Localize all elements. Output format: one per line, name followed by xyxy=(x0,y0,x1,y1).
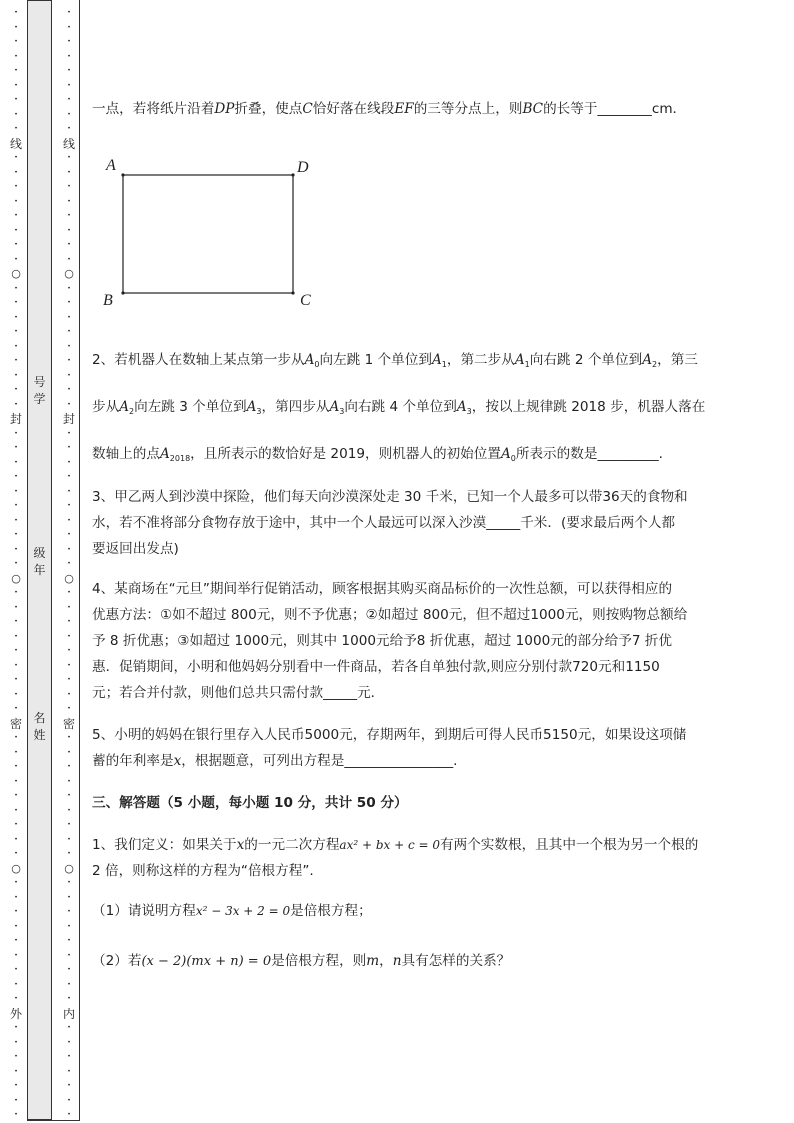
margin-dot: • xyxy=(67,67,71,74)
margin-dot: • xyxy=(67,951,71,959)
margin-dot: • xyxy=(67,400,71,408)
margin-dot: • xyxy=(67,850,71,857)
margin-dot: • xyxy=(67,966,71,973)
margin-dot: • xyxy=(67,821,71,828)
vertex-label-c: C xyxy=(300,292,311,309)
margin-dot: • xyxy=(67,110,71,118)
margin-dot: • xyxy=(14,458,18,466)
margin-dot: • xyxy=(67,995,71,1002)
margin-dot: • xyxy=(14,125,18,132)
margin-dot: • xyxy=(67,690,71,698)
margin-dot: • xyxy=(14,212,18,219)
margin-dot: • xyxy=(14,922,18,930)
margin-dot: • xyxy=(67,52,71,60)
margin-dot: • xyxy=(14,429,18,437)
margin-dot: • xyxy=(14,473,18,480)
margin-dot: • xyxy=(14,38,18,45)
margin-dot: • xyxy=(67,922,71,930)
answer-blank: _________. xyxy=(597,446,663,462)
margin-dot: • xyxy=(67,313,71,321)
margin-dot: • xyxy=(14,110,18,118)
margin-dot: • xyxy=(14,241,18,248)
margin-dot: • xyxy=(14,313,18,321)
question-4: 4、某商场在“元旦”期间举行促销活动，顾客根据其购买商品标价的一次性总额，可以获得相应的 优惠方法：①如不超过 800元，则不予优惠；②如超过 800元，但不超过1000元，则按购物总额给 予 8 折优惠；③如超过 1000元，则其中 1000元给予8 折优惠，超过 1000元的部分给予7 折优 惠．促销期间，小明和他妈妈分别看中一件商品，若各自单独付款,则应分别付款720元和1150 元；若合并付款，则他们总共只需付款_____元． xyxy=(92,581,688,701)
margin-dot: • xyxy=(14,284,18,292)
margin-dot: • xyxy=(67,96,71,103)
margin-dot: • xyxy=(67,154,71,161)
margin-dot: • xyxy=(67,676,71,683)
margin-dot: • xyxy=(14,763,18,770)
margin-dot: • xyxy=(14,386,18,393)
margin-dot: • xyxy=(14,81,18,89)
margin-circle: ○ xyxy=(11,861,21,875)
margin-dot: • xyxy=(14,618,18,625)
margin-dot: • xyxy=(67,531,71,538)
margin-mark: 封 xyxy=(62,412,75,426)
margin-dot: • xyxy=(14,371,18,379)
margin-dot: • xyxy=(14,734,18,741)
margin-mark: 密 xyxy=(9,716,22,731)
margin-dot: • xyxy=(14,908,18,915)
margin-dot: • xyxy=(67,647,71,654)
margin-dot: • xyxy=(67,560,71,567)
margin-dot: • xyxy=(67,241,71,248)
margin-dot: • xyxy=(67,125,71,132)
rectangle-abcd xyxy=(123,175,293,293)
margin-dot: • xyxy=(14,995,18,1002)
margin-mark: 线 xyxy=(62,136,75,151)
margin-dot: • xyxy=(14,342,18,350)
margin-dot: • xyxy=(67,589,71,596)
margin-dot: • xyxy=(67,748,71,756)
field-grade: 级 年 xyxy=(33,546,46,577)
margin-dot: • xyxy=(67,458,71,466)
margin-dot: • xyxy=(67,226,71,234)
margin-dot: • xyxy=(14,951,18,959)
margin-dot: • xyxy=(14,487,18,495)
margin-dot: • xyxy=(67,502,71,509)
margin-dot: • xyxy=(14,1096,18,1104)
margin-mark: 密 xyxy=(62,716,75,731)
field-name: 名 姓 xyxy=(33,711,46,742)
margin-dot: • xyxy=(14,23,18,31)
margin-dot: • xyxy=(67,429,71,437)
margin-dot: • xyxy=(67,9,71,16)
margin-dot: • xyxy=(14,835,18,843)
margin-dot: • xyxy=(67,835,71,843)
margin-dot: • xyxy=(14,690,18,698)
margin-dot: • xyxy=(14,1067,18,1075)
margin-dot: • xyxy=(67,386,71,393)
margin-dot: • xyxy=(14,1024,18,1031)
margin-dot: • xyxy=(14,328,18,335)
margin-dot: • xyxy=(67,38,71,45)
margin-dot: • xyxy=(67,1038,71,1046)
margin-dot: • xyxy=(67,328,71,335)
question-5: 5、小明的妈妈在银行里存入人民币5000元，存期两年，到期后可得人民币5150元，如果设这项储 蓄的年利率是x，根据题意，可列出方程是________________. xyxy=(92,727,687,769)
margin-dot: • xyxy=(67,1082,71,1089)
margin-dot: • xyxy=(67,299,71,306)
margin-mark: 外 xyxy=(9,1006,22,1021)
margin-dot: • xyxy=(67,284,71,292)
margin-dot: • xyxy=(67,357,71,364)
margin-mark: 内 xyxy=(62,1006,75,1021)
margin-dot: • xyxy=(67,792,71,799)
margin-dot: • xyxy=(14,400,18,408)
margin-dot: • xyxy=(67,879,71,886)
margin-dot: • xyxy=(67,1067,71,1075)
margin-dot: • xyxy=(14,9,18,16)
margin-dot: • xyxy=(14,531,18,538)
margin-dot: • xyxy=(67,618,71,625)
margin-dot: • xyxy=(14,52,18,60)
margin-dot: • xyxy=(14,545,18,553)
margin-dot: • xyxy=(67,980,71,988)
margin-dot: • xyxy=(67,255,71,263)
margin-dot: • xyxy=(14,792,18,799)
margin-dot: • xyxy=(14,879,18,886)
inner-rule xyxy=(79,0,80,1120)
margin-circle: ○ xyxy=(11,571,21,585)
problem-1-part-1: （1）请说明方程x² − 3x + 2 = 0是倍根方程； xyxy=(92,903,372,919)
margin-dot: • xyxy=(67,444,71,451)
margin-dot: • xyxy=(14,255,18,263)
margin-dot: • xyxy=(14,502,18,509)
margin-dot: • xyxy=(14,1038,18,1046)
margin-dot: • xyxy=(14,937,18,944)
margin-dot: • xyxy=(67,734,71,741)
margin-dot: • xyxy=(14,516,18,524)
inner-dotted-line xyxy=(62,6,76,1123)
margin-dot: • xyxy=(14,850,18,857)
margin-dot: • xyxy=(67,1024,71,1031)
margin-dot: • xyxy=(14,168,18,176)
margin-dot: • xyxy=(67,705,71,712)
outer-dotted-line xyxy=(9,6,23,1123)
margin-dot: • xyxy=(67,632,71,640)
margin-dot: • xyxy=(14,560,18,567)
margin-dot: • xyxy=(67,1111,71,1118)
margin-dot: • xyxy=(67,893,71,901)
margin-dot: • xyxy=(14,647,18,654)
margin-dot: • xyxy=(14,357,18,364)
question-1-tail: 一点，若将纸片沿着DP折叠，使点C恰好落在线段EF的三等分点上，则BC的长等于________cm． xyxy=(92,101,687,117)
margin-dot: • xyxy=(14,980,18,988)
margin-dot: • xyxy=(14,966,18,973)
margin-dot: • xyxy=(67,212,71,219)
margin-circle: ○ xyxy=(64,267,74,280)
margin-dot: • xyxy=(14,589,18,596)
question-3: 3、甲乙两人到沙漠中探险，他们每天向沙漠深处走 30 千米，已知一个人最多可以带36天的食物和 水，若不准将部分食物存放于途中，其中一个人最远可以深入沙漠_____千米．(要求最后两个人都 要返回出发点) xyxy=(92,489,688,557)
margin-dot: • xyxy=(67,371,71,379)
margin-dot: • xyxy=(67,806,71,814)
margin-dot: • xyxy=(67,545,71,553)
margin-dot: • xyxy=(67,487,71,495)
margin-dot: • xyxy=(67,603,71,611)
margin-dot: • xyxy=(14,67,18,74)
answer-blank: ________ xyxy=(597,101,652,117)
field-student-id: 号 学 xyxy=(33,375,46,406)
section-heading: 三、解答题（5 小题，每小题 10 分，共计 50 分） xyxy=(92,795,408,811)
margin-dot: • xyxy=(67,661,71,669)
margin-dot: • xyxy=(14,197,18,205)
margin-dot: • xyxy=(67,1053,71,1060)
margin-dot: • xyxy=(67,197,71,205)
margin-circle: ○ xyxy=(64,861,74,875)
margin-dot: • xyxy=(67,763,71,770)
margin-dot: • xyxy=(14,632,18,640)
margin-dot: • xyxy=(14,226,18,234)
margin-dot: • xyxy=(67,81,71,89)
margin-dot: • xyxy=(14,603,18,611)
margin-dot: • xyxy=(14,661,18,669)
margin-dot: • xyxy=(14,154,18,161)
margin-dot: • xyxy=(14,299,18,306)
margin-dot: • xyxy=(14,1082,18,1089)
vertex-label-a: A xyxy=(106,157,116,174)
margin-circle: ○ xyxy=(11,267,21,280)
margin-dot: • xyxy=(14,1111,18,1118)
margin-dot: • xyxy=(67,908,71,915)
margin-mark: 封 xyxy=(9,412,22,426)
margin-dot: • xyxy=(14,676,18,683)
margin-dot: • xyxy=(14,444,18,451)
margin-dot: • xyxy=(67,516,71,524)
margin-dot: • xyxy=(67,183,71,190)
problem-1-part-2: （2）若(x − 2)(mx + n) = 0是倍根方程，则m，n具有怎样的关系？ xyxy=(92,953,511,969)
margin-dot: • xyxy=(14,748,18,756)
margin-dot: • xyxy=(14,1053,18,1060)
vertex-label-d: D xyxy=(297,159,309,176)
binding-margin xyxy=(0,0,82,1123)
margin-dot: • xyxy=(67,777,71,785)
margin-dot: • xyxy=(14,183,18,190)
margin-circle: ○ xyxy=(64,571,74,585)
margin-dot: • xyxy=(67,342,71,350)
margin-dot: • xyxy=(67,473,71,480)
margin-dot: • xyxy=(67,168,71,176)
margin-dot: • xyxy=(67,1096,71,1104)
margin-dot: • xyxy=(67,937,71,944)
margin-dot: • xyxy=(14,705,18,712)
rectangle-figure xyxy=(95,150,325,315)
margin-dot: • xyxy=(14,806,18,814)
answer-blank: ________________. xyxy=(344,753,458,769)
margin-mark: 线 xyxy=(9,136,22,151)
margin-dot: • xyxy=(14,777,18,785)
margin-dot: • xyxy=(14,821,18,828)
margin-dot: • xyxy=(14,96,18,103)
margin-dot: • xyxy=(67,23,71,31)
vertex-label-b: B xyxy=(103,292,113,309)
problem-1: 1、我们定义：如果关于x的一元二次方程ax² + bx + c = 0有两个实数根，且其中一个根为另一个根的 2 倍，则称这样的方程为“倍根方程”. （1）请说明方程x² − 3x + 2 = 0是倍根方程； （2）若(x − 2)(mx + n) = 0是倍根方程，则m，n具有怎样的关系？ xyxy=(92,832,698,975)
margin-dot: • xyxy=(14,893,18,901)
question-2: 2、若机器人在数轴上某点第一步从$A_0$向左跳 1 个单位到$A_1$，第二步从$A_1$向右跳 2 个单位到$A_2$，第三 步从$A_2$向左跳 3 个单位到$A_3$，第四步从$A_3$向右跳 4 个单位到$A_3$，按以上规律跳 2018 步，机器人落在 数轴上的点$A_{2018}$，且所表示的数恰好是 2019，则机器人的初始位置$A_0$所表示的数是_________. xyxy=(92,352,706,463)
